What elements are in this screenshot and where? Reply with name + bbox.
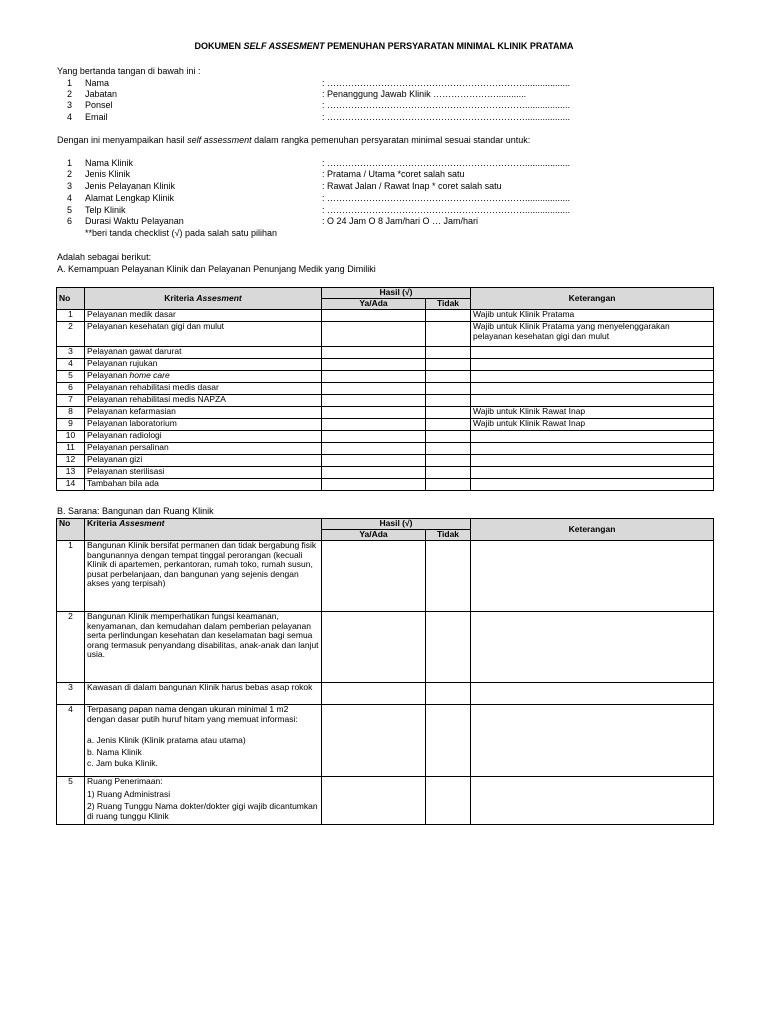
criteria-text: Terpasang papan nama dengan ukuran minimal 1 m2 dengan dasar putih huruf hitam yang memuat informasi: (87, 704, 298, 724)
signer-label: Ponsel (85, 100, 113, 110)
clinic-label: Jenis Klinik (85, 169, 131, 179)
row-criteria: Pelayanan rujukan (85, 359, 322, 371)
adalah-text: Adalah sebagai berikut: (57, 252, 152, 262)
ya-cell[interactable] (322, 419, 426, 431)
note-cell (471, 705, 714, 777)
signer-no: 3 (66, 100, 72, 110)
row-no: 5 (57, 371, 85, 383)
document-title: DOKUMEN SELF ASSESMENT PEMENUHAN PERSYARATAN MINIMAL KLINIK PRATAMA (194, 41, 574, 51)
header-ya: Ya/Ada (322, 299, 426, 310)
table-row (57, 371, 714, 383)
tidak-cell[interactable] (426, 479, 471, 491)
tidak-cell[interactable] (426, 683, 471, 705)
note-cell (471, 683, 714, 705)
row-note (471, 443, 714, 455)
signer-label: Jabatan (85, 89, 118, 99)
section-b-title: B. Sarana: Bangunan dan Ruang Klinik (57, 506, 214, 516)
table-row (57, 541, 714, 612)
table-row (57, 322, 714, 347)
section-a-title: A. Kemampuan Pelayanan Klinik dan Pelayanan Penunjang Medik yang Dimiliki (57, 264, 376, 274)
clinic-no: 1 (66, 158, 72, 168)
row-no: 9 (57, 419, 85, 431)
clinic-no: 2 (66, 169, 72, 179)
clinic-label: Durasi Waktu Pelayanan (85, 216, 184, 226)
table-row (57, 383, 714, 395)
row-criteria: Pelayanan radiologi (85, 431, 322, 443)
row-note (471, 347, 714, 359)
row-no: 4 (57, 359, 85, 371)
table-row (57, 431, 714, 443)
table-section-b (56, 518, 714, 825)
row-no: 11 (57, 443, 85, 455)
signer-value[interactable]: : ………………………………………………………….................. (322, 100, 571, 110)
row-criteria: Bangunan Klinik bersifat permanen dan tidak bergabung fisik bangunannya dengan tempat tinggal perorangan (kecuali Klinik di apartemen, perkantoran, rumah toko, rumah susun, pusat perbelanjaan, dan bangunan yang sejenis dengan akses yang terpisah) (85, 541, 322, 612)
header-tidak: Tidak (426, 299, 471, 310)
note-cell (471, 541, 714, 612)
row-note (471, 431, 714, 443)
tidak-cell[interactable] (426, 467, 471, 479)
row-note (471, 455, 714, 467)
table-row (57, 359, 714, 371)
row-note (471, 395, 714, 407)
row-no: 3 (57, 347, 85, 359)
signer-no: 4 (66, 112, 72, 122)
row-note (471, 479, 714, 491)
clinic-value[interactable]: : Pratama / Utama *coret salah satu (322, 169, 465, 179)
ya-cell[interactable] (322, 407, 426, 419)
list-item: a. Jenis Klinik (Klinik pratama atau utama) (87, 735, 246, 746)
table-row (57, 777, 714, 825)
clinic-value[interactable]: : O 24 Jam O 8 Jam/hari O … Jam/hari (322, 216, 479, 226)
ya-cell[interactable] (322, 455, 426, 467)
clinic-value[interactable]: : ………………………………………………………….................. (322, 158, 571, 168)
row-criteria: Pelayanan home care (85, 371, 322, 383)
tidak-cell[interactable] (426, 455, 471, 467)
table-row (57, 683, 714, 705)
ya-cell[interactable] (322, 612, 426, 683)
header-keterangan: Keterangan (471, 288, 714, 310)
signer-value[interactable]: : ………………………………………………………….................. (322, 112, 571, 122)
row-criteria (85, 777, 322, 825)
header-ya: Ya/Ada (322, 530, 426, 541)
row-no: 2 (57, 612, 85, 683)
ya-cell[interactable] (322, 541, 426, 612)
clinic-label: Nama Klinik (85, 158, 134, 168)
row-criteria (85, 705, 322, 777)
table-row (57, 347, 714, 359)
row-criteria: Pelayanan rehabilitasi medis dasar (85, 383, 322, 395)
ya-cell[interactable] (322, 467, 426, 479)
tidak-cell[interactable] (426, 407, 471, 419)
tidak-cell[interactable] (426, 310, 471, 322)
clinic-label: Alamat Lengkap Klinik (85, 193, 175, 203)
clinic-value[interactable]: : ………………………………………………………….................. (322, 193, 571, 203)
ya-cell[interactable] (322, 371, 426, 383)
header-no: No (57, 519, 85, 541)
table-row (57, 612, 714, 683)
row-criteria: Pelayanan sterilisasi (85, 467, 322, 479)
row-criteria: Kawasan di dalam bangunan Klinik harus bebas asap rokok (85, 683, 322, 705)
row-no: 3 (57, 683, 85, 705)
list-item: 2) Ruang Tunggu Nama dokter/dokter gigi wajib dicantumkan di ruang tunggu Klinik (87, 801, 318, 821)
ya-cell[interactable] (322, 443, 426, 455)
table-row (57, 419, 714, 431)
table-row (57, 407, 714, 419)
table-row (57, 395, 714, 407)
row-criteria: Pelayanan gawat darurat (85, 347, 322, 359)
row-no: 4 (57, 705, 85, 777)
row-note (471, 359, 714, 371)
row-criteria: Pelayanan rehabilitasi medis NAPZA (85, 395, 322, 407)
signer-label: Email (85, 112, 108, 122)
header-kriteria: Kriteria Assesment (85, 288, 322, 310)
tidak-cell[interactable] (426, 371, 471, 383)
row-no: 1 (57, 541, 85, 612)
clinic-no: 5 (66, 205, 72, 215)
note-cell (471, 777, 714, 825)
row-no: 7 (57, 395, 85, 407)
ya-cell[interactable] (322, 431, 426, 443)
row-note (471, 467, 714, 479)
row-no: 8 (57, 407, 85, 419)
clinic-no: 4 (66, 193, 72, 203)
row-no: 13 (57, 467, 85, 479)
row-no: 1 (57, 310, 85, 322)
row-no: 12 (57, 455, 85, 467)
tidak-cell[interactable] (426, 322, 471, 347)
signer-no: 1 (66, 78, 72, 88)
row-criteria: Bangunan Klinik memperhatikan fungsi keamanan, kenyamanan, dan kemudahan dalam pemberian pelayanan serta perlindungan kesehatan dan keselamatan bagi semua orang termasuk penyandang disabilitas, anak-anak dan lanjut usia. (85, 612, 322, 683)
ya-cell[interactable] (322, 383, 426, 395)
ya-cell[interactable] (322, 705, 426, 777)
ya-cell[interactable] (322, 359, 426, 371)
statement-text: Dengan ini menyampaikan hasil self assessment dalam rangka pemenuhan persyaratan minimal sesuai standar untuk: (57, 135, 531, 145)
checklist-note: **beri tanda checklist (√) pada salah satu pilihan (85, 228, 278, 238)
header-keterangan: Keterangan (471, 519, 714, 541)
header-kriteria: Kriteria Assesment (85, 519, 322, 541)
row-no: 10 (57, 431, 85, 443)
row-criteria: Pelayanan persalinan (85, 443, 322, 455)
header-hasil: Hasil (√) (322, 288, 471, 299)
clinic-label: Telp Klinik (85, 205, 126, 215)
row-note: Wajib untuk Klinik Pratama (471, 310, 714, 322)
tidak-cell[interactable] (426, 612, 471, 683)
row-criteria: Pelayanan laboratorium (85, 419, 322, 431)
ya-cell[interactable] (322, 322, 426, 347)
list-item: c. Jam buka Klinik. (87, 758, 158, 769)
row-no: 5 (57, 777, 85, 825)
header-tidak: Tidak (426, 530, 471, 541)
clinic-value[interactable]: : ………………………………………………………….................. (322, 205, 571, 215)
tidak-cell[interactable] (426, 431, 471, 443)
tidak-cell[interactable] (426, 383, 471, 395)
row-note (471, 383, 714, 395)
clinic-label: Jenis Pelayanan Klinik (85, 181, 176, 191)
row-criteria: Pelayanan medik dasar (85, 310, 322, 322)
tidak-cell[interactable] (426, 705, 471, 777)
row-no: 2 (57, 322, 85, 347)
ya-cell[interactable] (322, 395, 426, 407)
tidak-cell[interactable] (426, 777, 471, 825)
row-criteria: Tambahan bila ada (85, 479, 322, 491)
clinic-value[interactable]: : Rawat Jalan / Rawat Inap * coret salah satu (322, 181, 502, 191)
table-row (57, 479, 714, 491)
ya-cell[interactable] (322, 310, 426, 322)
signer-value[interactable]: : Penanggung Jawab Klinik …………………............ (322, 89, 527, 99)
table-section-a (56, 287, 714, 491)
row-note: Wajib untuk Klinik Rawat Inap (471, 407, 714, 419)
row-criteria: Pelayanan kefarmasian (85, 407, 322, 419)
signer-value[interactable]: : ………………………………………………………….................. (322, 78, 571, 88)
tidak-cell[interactable] (426, 419, 471, 431)
signer-label: Nama (85, 78, 110, 88)
table-row (57, 455, 714, 467)
ya-cell[interactable] (322, 479, 426, 491)
tidak-cell[interactable] (426, 443, 471, 455)
header-no: No (57, 288, 85, 310)
tidak-cell[interactable] (426, 395, 471, 407)
ya-cell[interactable] (322, 347, 426, 359)
table-row (57, 467, 714, 479)
table-row (57, 310, 714, 322)
list-item: 1) Ruang Administrasi (87, 788, 171, 799)
table-row (57, 443, 714, 455)
list-item: b. Nama Klinik (87, 746, 142, 757)
clinic-no: 3 (66, 181, 72, 191)
intro-text: Yang bertanda tangan di bawah ini : (57, 66, 201, 76)
criteria-text: Ruang Penerimaan: (87, 776, 163, 786)
row-note: Wajib untuk Klinik Rawat Inap (471, 419, 714, 431)
tidak-cell[interactable] (426, 359, 471, 371)
table-row (57, 705, 714, 777)
row-criteria: Pelayanan gizi (85, 455, 322, 467)
row-no: 14 (57, 479, 85, 491)
tidak-cell[interactable] (426, 541, 471, 612)
signer-no: 2 (66, 89, 72, 99)
note-cell (471, 612, 714, 683)
header-hasil: Hasil (√) (322, 519, 471, 530)
row-note: Wajib untuk Klinik Pratama yang menyelenggarakan pelayanan kesehatan gigi dan mulut (471, 322, 714, 347)
row-note (471, 371, 714, 383)
clinic-no: 6 (66, 216, 72, 226)
row-no: 6 (57, 383, 85, 395)
row-criteria: Pelayanan kesehatan gigi dan mulut (85, 322, 322, 347)
tidak-cell[interactable] (426, 347, 471, 359)
ya-cell[interactable] (322, 777, 426, 825)
ya-cell[interactable] (322, 683, 426, 705)
